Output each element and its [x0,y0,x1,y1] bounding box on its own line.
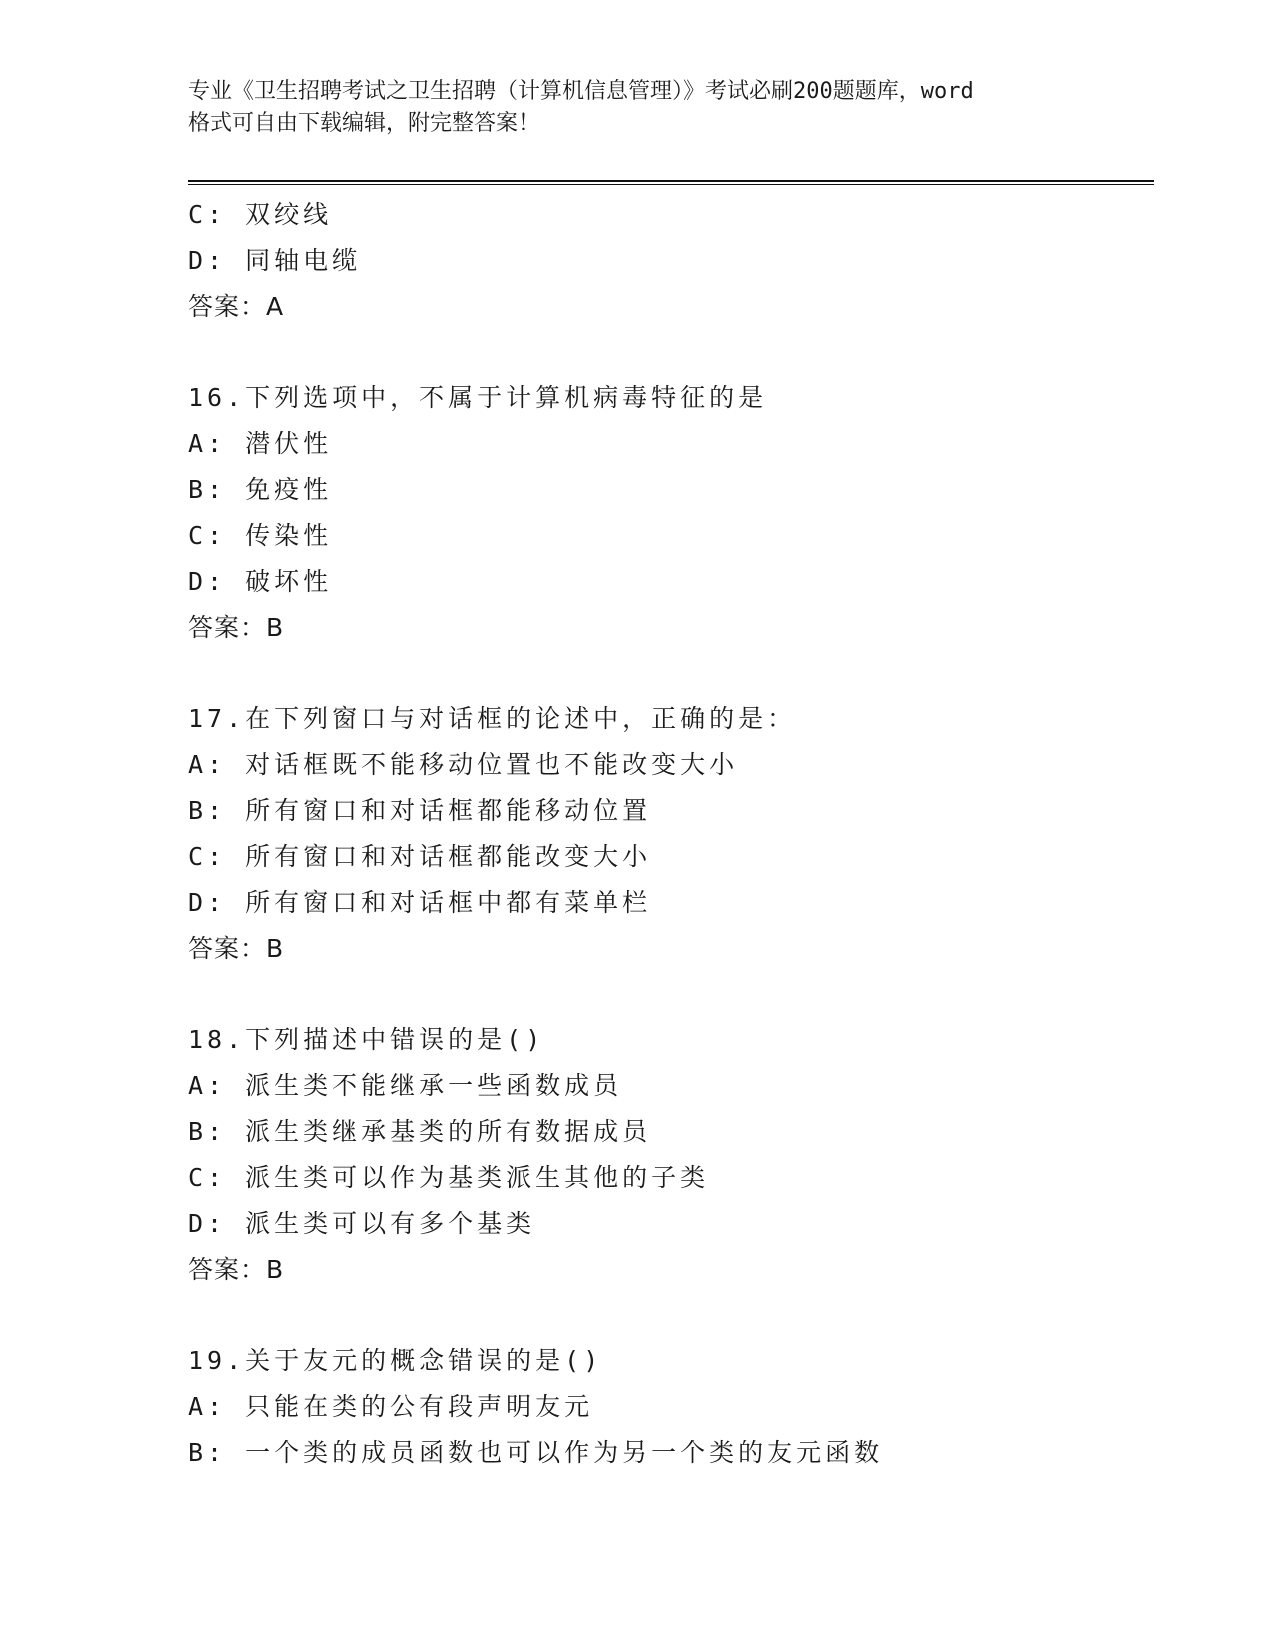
spacer [188,1293,1148,1338]
option-c: C: 传染性 [188,521,333,550]
question-text: 19.关于友元的概念错误的是() [188,1346,603,1375]
header-divider-thin [188,184,1154,185]
answer: 答案：A [188,292,285,321]
question-16 [188,375,1148,651]
question-text: 16.下列选项中，不属于计算机病毒特征的是 [188,383,768,412]
option-c: C: 所有窗口和对话框都能改变大小 [188,842,652,871]
option-d: D: 所有窗口和对话框中都有菜单栏 [188,888,652,917]
option-a: A: 对话框既不能移动位置也不能改变大小 [188,750,739,779]
option-d: D: 同轴电缆 [188,246,362,275]
spacer [188,330,1148,375]
option-a: A: 只能在类的公有段声明友元 [188,1392,594,1421]
answer: 答案：B [188,934,285,963]
option-d: D: 破坏性 [188,567,333,596]
question-18 [188,1017,1148,1293]
question-list [188,192,1148,1476]
header-line-1: 专业《卫生招聘考试之卫生招聘（计算机信息管理）》考试必刷200题题库，word [188,79,974,104]
option-b: B: 派生类继承基类的所有数据成员 [188,1117,652,1146]
answer: 答案：B [188,613,285,642]
spacer [188,651,1148,696]
option-a: A: 潜伏性 [188,429,333,458]
answer: 答案：B [188,1255,285,1284]
document-header [188,76,1088,140]
option-b: B: 所有窗口和对话框都能移动位置 [188,796,652,825]
spacer [188,972,1148,1017]
question-15 [188,192,1148,330]
option-b: B: 免疫性 [188,475,333,504]
question-19 [188,1338,1148,1476]
question-text: 17.在下列窗口与对话框的论述中，正确的是： [188,704,797,733]
option-c: C: 双绞线 [188,200,333,229]
option-c: C: 派生类可以作为基类派生其他的子类 [188,1163,710,1192]
option-a: A: 派生类不能继承一些函数成员 [188,1071,623,1100]
header-divider-thick [188,180,1154,182]
option-d: D: 派生类可以有多个基类 [188,1209,536,1238]
option-b: B: 一个类的成员函数也可以作为另一个类的友元函数 [188,1438,884,1467]
question-text: 18.下列描述中错误的是() [188,1025,545,1054]
header-line-2: 格式可自由下载编辑，附完整答案！ [188,111,541,136]
question-17 [188,696,1148,972]
